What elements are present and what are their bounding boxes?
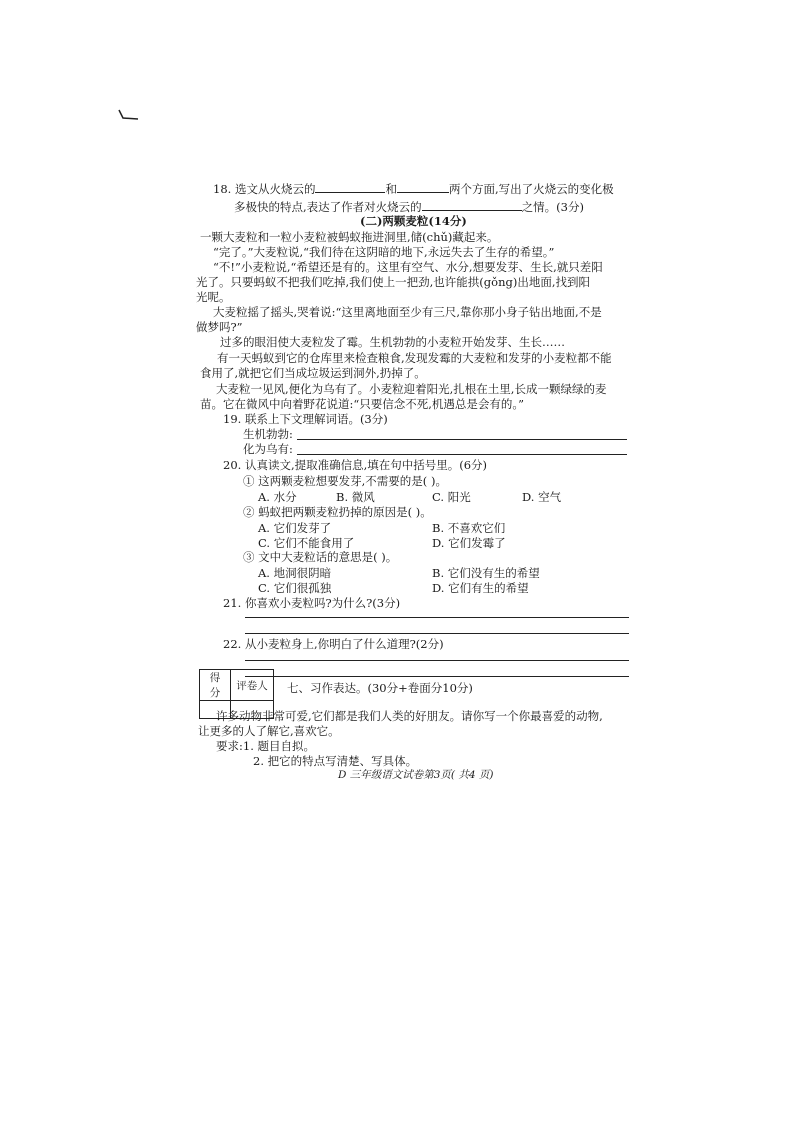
- q20-sub-2-option-a: A. 它们发芽了: [258, 521, 332, 535]
- grader-header: 评卷人: [231, 670, 274, 701]
- section7-intro-line-2: 让更多的人了解它,喜欢它。: [198, 724, 340, 738]
- q20-sub-3-option-c: C. 它们很孤独: [258, 581, 332, 595]
- passage-line-1: 一颗大麦粒和一粒小麦粒被蚂蚁拖进洞里,储(chǔ)藏起来。: [200, 230, 499, 244]
- q18-number: 18.: [213, 182, 232, 196]
- passage-line-10: 食用了,就把它们当成垃圾运到洞外,扔掉了。: [200, 366, 426, 380]
- q19-word-1: 生机勃勃:: [243, 427, 293, 441]
- passage-line-3: “不!”小麦粒说,“希望还是有的。这里有空气、水分,想要发芽、生长,就只差阳: [213, 260, 603, 274]
- section7-requirement-1: 要求:1. 题目自拟。: [216, 739, 316, 753]
- scan-corner-mark: [116, 108, 142, 122]
- q20-sub-3: ③ 文中大麦粒话的意思是( )。: [243, 550, 398, 564]
- passage-line-6: 大麦粒摇了摇头,哭着说:“这里离地面至少有三尺,靠你那小身子钻出地面,不是: [213, 305, 602, 319]
- q22-answer-line-2[interactable]: [245, 676, 629, 677]
- q18-blank-1[interactable]: [315, 181, 385, 193]
- passage-line-9: 有一天蚂蚁到它的仓库里来检查粮食,发现发霉的大麦粒和发芽的小麦粒都不能: [217, 351, 612, 365]
- passage-line-11: 大麦粒一见风,便化为乌有了。小麦粒迎着阳光,扎根在土里,长成一颗绿绿的麦: [216, 382, 607, 396]
- page-footer: D 三年级语文试卷第3页( 共4 页): [338, 769, 494, 781]
- section7-requirement-2: 2. 把它的特点写清楚、写具体。: [253, 754, 418, 768]
- q20-sub-2-option-c: C. 它们不能食用了: [258, 536, 355, 550]
- q21-answer-line-2[interactable]: [245, 633, 629, 634]
- q18-line2: 多极快的特点,表达了作者对火烧云的 之情。(3分): [234, 200, 584, 214]
- q20-sub-2-option-d: D. 它们发霉了: [432, 536, 506, 550]
- q19-stem: 19. 联系上下文理解词语。(3分): [223, 412, 388, 426]
- q19-answer-line-1[interactable]: [297, 439, 627, 440]
- q20-sub-1-option-d: D. 空气: [522, 490, 562, 504]
- passage-line-8: 过多的眼泪使大麦粒发了霉。生机勃勃的小麦粒开始发芽、生长……: [220, 335, 565, 349]
- q20-sub-1: ① 这两颗麦粒想要发芽,不需要的是( )。: [243, 474, 447, 488]
- q22-answer-line-1[interactable]: [245, 660, 629, 661]
- q20-sub-1-option-b: B. 微风: [336, 490, 375, 504]
- q20-sub-3-option-b: B. 它们没有生的希望: [432, 566, 540, 580]
- q18-blank-3[interactable]: [422, 199, 522, 211]
- q19-answer-line-2[interactable]: [297, 454, 627, 455]
- section7-intro-line-1: 许多动物非常可爱,它们都是我们人类的好朋友。请你写一个你最喜爱的动物,: [216, 709, 603, 723]
- q21-stem: 21. 你喜欢小麦粒吗?为什么?(3分): [223, 596, 401, 610]
- score-header: 得分: [200, 670, 231, 701]
- q19-word-2: 化为乌有:: [243, 442, 293, 456]
- q20-sub-1-option-c: C. 阳光: [432, 490, 471, 504]
- q21-answer-line-1[interactable]: [245, 617, 629, 618]
- q20-sub-2-option-b: B. 不喜欢它们: [432, 521, 506, 535]
- passage-line-5: 光呢。: [196, 290, 231, 304]
- passage-line-7: 做梦吗?”: [196, 320, 243, 334]
- q20-sub-3-option-a: A. 地洞很阴暗: [258, 566, 332, 580]
- passage-line-4: 光了。只要蚂蚁不把我们吃掉,我们使上一把劲,也许能拱(gǒng)出地面,找到阳: [196, 275, 590, 289]
- q20-sub-2: ② 蚂蚁把两颗麦粒扔掉的原因是( )。: [243, 505, 432, 519]
- section7-title: 七、习作表达。(30分+卷面分10分): [287, 681, 473, 695]
- q22-stem: 22. 从小麦粒身上,你明白了什么道理?(2分): [223, 637, 444, 651]
- passage-line-12: 苗。它在微风中向着野花说道:“只要信念不死,机遇总是会有的。”: [200, 397, 525, 411]
- passage-line-2: “完了。”大麦粒说,“我们待在这阴暗的地下,永远失去了生存的希望。”: [213, 245, 555, 259]
- q20-sub-1-option-a: A. 水分: [258, 490, 297, 504]
- q18-blank-2[interactable]: [397, 181, 449, 193]
- q20-stem: 20. 认真读文,提取准确信息,填在句中括号里。(6分): [223, 458, 488, 472]
- q18-line1: 18. 选文从火烧云的 和 两个方面,写出了火烧云的变化极: [213, 182, 614, 196]
- section2-title: (二)两颗麦粒(14分): [360, 214, 467, 228]
- q20-sub-3-option-d: D. 它们有生的希望: [432, 581, 529, 595]
